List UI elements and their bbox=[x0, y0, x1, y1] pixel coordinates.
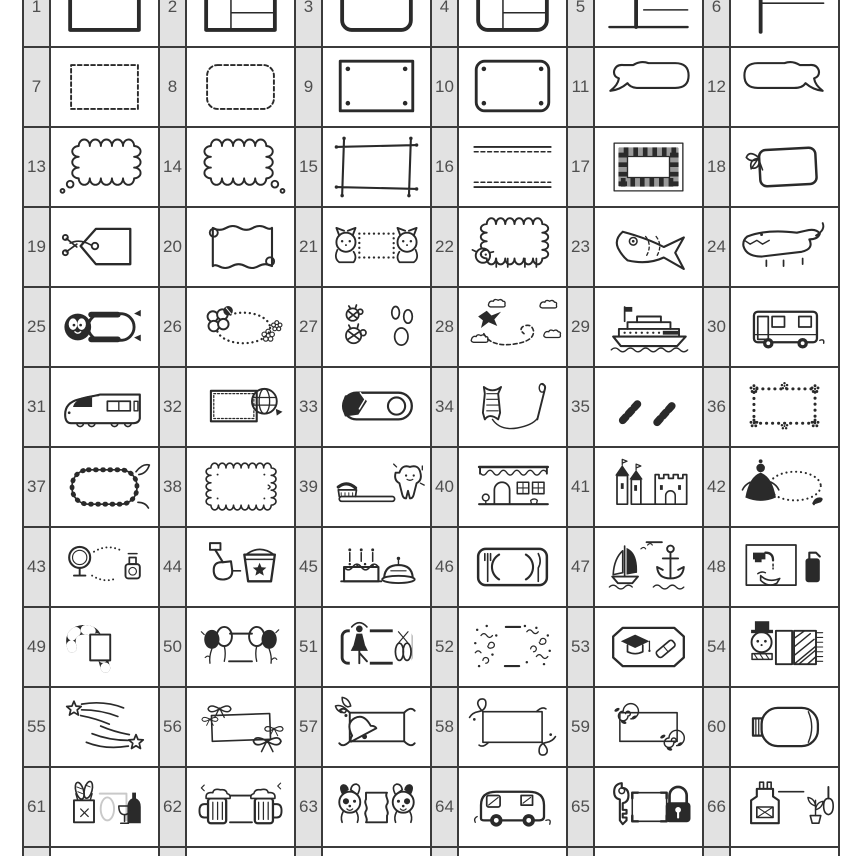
bird-swirl-icon bbox=[460, 292, 565, 362]
open-table-icon bbox=[596, 0, 701, 42]
cell-number: 28 bbox=[432, 288, 457, 366]
design-screw-rect bbox=[323, 48, 430, 126]
design-cats bbox=[323, 208, 430, 286]
design-crocodile bbox=[731, 208, 838, 286]
beer-icon bbox=[188, 772, 293, 842]
needle-thread-icon bbox=[460, 372, 565, 442]
shop-front-icon bbox=[460, 452, 565, 522]
design-open-lines bbox=[731, 0, 838, 46]
design-bubble-right bbox=[731, 48, 838, 126]
flourish-icon bbox=[460, 692, 565, 762]
cell-number: 49 bbox=[24, 608, 49, 686]
design-snowman bbox=[731, 608, 838, 686]
thought-left-icon bbox=[52, 132, 157, 202]
ribbons-icon bbox=[188, 692, 293, 762]
cell-number: 60 bbox=[704, 688, 729, 766]
shooting-stars-icon bbox=[52, 692, 157, 762]
cell-number: 61 bbox=[24, 768, 49, 846]
dashed-rect-icon bbox=[52, 52, 157, 122]
snowman-icon bbox=[732, 612, 837, 682]
cell-number: 4 bbox=[432, 0, 457, 46]
cell-number: 17 bbox=[568, 128, 593, 206]
design-thought-right bbox=[187, 128, 294, 206]
bold-rect-icon bbox=[52, 0, 157, 42]
cell-number: 56 bbox=[160, 688, 185, 766]
thought-right-icon bbox=[188, 132, 293, 202]
cell-number: 20 bbox=[160, 208, 185, 286]
design-safety-pin bbox=[323, 368, 430, 446]
cell-number: 30 bbox=[704, 288, 729, 366]
cell-number: 46 bbox=[432, 528, 457, 606]
roses-icon bbox=[596, 692, 701, 762]
cell-number: 42 bbox=[704, 448, 729, 526]
bold-round-table-icon bbox=[460, 0, 565, 42]
empty-number-cell bbox=[568, 848, 593, 856]
design-hand-wash bbox=[731, 528, 838, 606]
cell-number: 37 bbox=[24, 448, 49, 526]
design-penguin bbox=[51, 288, 158, 366]
screw-rect-icon bbox=[324, 52, 429, 122]
design-string-tag bbox=[51, 208, 158, 286]
design-toothbrush bbox=[323, 448, 430, 526]
design-dinner-plate bbox=[459, 528, 566, 606]
toothbrush-icon bbox=[324, 452, 429, 522]
cell-number: 47 bbox=[568, 528, 593, 606]
design-shooting-stars bbox=[51, 688, 158, 766]
dinner-plate-icon bbox=[460, 532, 565, 602]
design-cake bbox=[323, 528, 430, 606]
cell-number: 44 bbox=[160, 528, 185, 606]
design-castle bbox=[595, 448, 702, 526]
cell-number: 32 bbox=[160, 368, 185, 446]
empty-art-cell bbox=[731, 848, 838, 856]
design-carp-streamer bbox=[595, 208, 702, 286]
design-van bbox=[459, 768, 566, 846]
cell-number: 40 bbox=[432, 448, 457, 526]
design-confetti bbox=[459, 608, 566, 686]
design-ballet bbox=[323, 608, 430, 686]
design-bugs bbox=[323, 288, 430, 366]
empty-number-cell bbox=[704, 848, 729, 856]
cell-number: 13 bbox=[24, 128, 49, 206]
gingham-icon bbox=[596, 132, 701, 202]
open-lines-icon bbox=[732, 0, 837, 42]
design-flourish bbox=[459, 688, 566, 766]
cats-icon bbox=[324, 212, 429, 282]
graduation-icon bbox=[596, 612, 701, 682]
double-rules-icon bbox=[460, 132, 565, 202]
design-key-lock bbox=[595, 768, 702, 846]
empty-number-cell bbox=[296, 848, 321, 856]
design-shovel-bucket bbox=[187, 528, 294, 606]
design-scroll bbox=[187, 208, 294, 286]
design-roses bbox=[595, 688, 702, 766]
design-bell bbox=[323, 688, 430, 766]
design-bow-tag bbox=[731, 128, 838, 206]
cell-number: 19 bbox=[24, 208, 49, 286]
cell-number: 65 bbox=[568, 768, 593, 846]
groceries-icon bbox=[52, 772, 157, 842]
string-tag-icon bbox=[52, 212, 157, 282]
design-graduation bbox=[595, 608, 702, 686]
cell-number: 7 bbox=[24, 48, 49, 126]
design-globe bbox=[187, 368, 294, 446]
bugs-icon bbox=[324, 292, 429, 362]
cell-number: 21 bbox=[296, 208, 321, 286]
design-shop-front bbox=[459, 448, 566, 526]
cell-number: 57 bbox=[296, 688, 321, 766]
design-jar bbox=[731, 688, 838, 766]
princess-icon bbox=[732, 452, 837, 522]
cell-number: 23 bbox=[568, 208, 593, 286]
balloons-icon bbox=[188, 612, 293, 682]
design-train bbox=[51, 368, 158, 446]
design-sheep bbox=[459, 208, 566, 286]
design-bold-rect bbox=[51, 0, 158, 46]
sail-anchor-icon bbox=[596, 532, 701, 602]
design-ribbons bbox=[187, 688, 294, 766]
cell-number: 34 bbox=[432, 368, 457, 446]
bold-rect-table-icon bbox=[188, 0, 293, 42]
cell-number: 24 bbox=[704, 208, 729, 286]
design-bold-round bbox=[323, 0, 430, 46]
design-table bbox=[22, 0, 840, 856]
design-candy-cane bbox=[51, 608, 158, 686]
design-dashed-rect bbox=[51, 48, 158, 126]
design-dot-flowers bbox=[731, 368, 838, 446]
bulldogs-icon bbox=[324, 772, 429, 842]
jar-icon bbox=[732, 692, 837, 762]
cell-number: 3 bbox=[296, 0, 321, 46]
ballet-icon bbox=[324, 612, 429, 682]
globe-icon bbox=[188, 372, 293, 442]
carp-streamer-icon bbox=[596, 212, 701, 282]
sheep-icon bbox=[460, 212, 565, 282]
cell-number: 14 bbox=[160, 128, 185, 206]
bubble-right-icon bbox=[732, 52, 837, 122]
cell-number: 38 bbox=[160, 448, 185, 526]
design-bold-rect-table bbox=[187, 0, 294, 46]
cell-number: 41 bbox=[568, 448, 593, 526]
cell-number: 29 bbox=[568, 288, 593, 366]
design-sail-anchor bbox=[595, 528, 702, 606]
scroll-icon bbox=[188, 212, 293, 282]
design-pin-corners bbox=[323, 128, 430, 206]
candy-cane-icon bbox=[52, 612, 157, 682]
design-princess bbox=[731, 448, 838, 526]
confetti-icon bbox=[460, 612, 565, 682]
cell-number: 55 bbox=[24, 688, 49, 766]
cake-icon bbox=[324, 532, 429, 602]
train-icon bbox=[52, 372, 157, 442]
cell-number: 25 bbox=[24, 288, 49, 366]
cell-number: 62 bbox=[160, 768, 185, 846]
design-mirror-perfume bbox=[51, 528, 158, 606]
empty-art-cell bbox=[459, 848, 566, 856]
cell-number: 9 bbox=[296, 48, 321, 126]
empty-art-cell bbox=[595, 848, 702, 856]
cell-number: 64 bbox=[432, 768, 457, 846]
cell-number: 2 bbox=[160, 0, 185, 46]
design-ship bbox=[595, 288, 702, 366]
design-groceries bbox=[51, 768, 158, 846]
design-gingham bbox=[595, 128, 702, 206]
cell-number: 52 bbox=[432, 608, 457, 686]
design-double-rules bbox=[459, 128, 566, 206]
pin-corners-icon bbox=[324, 132, 429, 202]
screw-round-icon bbox=[460, 52, 565, 122]
bold-round-icon bbox=[324, 0, 429, 42]
design-lace-rect bbox=[187, 448, 294, 526]
design-thought-left bbox=[51, 128, 158, 206]
clover-icon bbox=[188, 292, 293, 362]
cell-number: 63 bbox=[296, 768, 321, 846]
cell-number: 58 bbox=[432, 688, 457, 766]
bell-icon bbox=[324, 692, 429, 762]
safety-pin-icon bbox=[324, 372, 429, 442]
shovel-bucket-icon bbox=[188, 532, 293, 602]
empty-number-cell bbox=[432, 848, 457, 856]
cell-number: 31 bbox=[24, 368, 49, 446]
cell-number: 45 bbox=[296, 528, 321, 606]
empty-number-cell bbox=[160, 848, 185, 856]
cell-number: 1 bbox=[24, 0, 49, 46]
design-balloons bbox=[187, 608, 294, 686]
design-dashed-round bbox=[187, 48, 294, 126]
bubble-left-icon bbox=[596, 52, 701, 122]
design-bold-round-table bbox=[459, 0, 566, 46]
key-lock-icon bbox=[596, 772, 701, 842]
design-leaf-oval bbox=[51, 448, 158, 526]
cell-number: 8 bbox=[160, 48, 185, 126]
dot-flowers-icon bbox=[732, 372, 837, 442]
cell-number: 5 bbox=[568, 0, 593, 46]
mirror-perfume-icon bbox=[52, 532, 157, 602]
dashed-round-icon bbox=[188, 52, 293, 122]
design-bulldogs bbox=[323, 768, 430, 846]
cell-number: 11 bbox=[568, 48, 593, 126]
cell-number: 10 bbox=[432, 48, 457, 126]
cell-number: 16 bbox=[432, 128, 457, 206]
leaf-oval-icon bbox=[52, 452, 157, 522]
cell-number: 54 bbox=[704, 608, 729, 686]
design-needle-thread bbox=[459, 368, 566, 446]
design-gardening bbox=[731, 768, 838, 846]
cell-number: 26 bbox=[160, 288, 185, 366]
design-bird-swirl bbox=[459, 288, 566, 366]
cell-number: 39 bbox=[296, 448, 321, 526]
cell-number: 50 bbox=[160, 608, 185, 686]
cell-number: 22 bbox=[432, 208, 457, 286]
design-screw-round bbox=[459, 48, 566, 126]
design-stitches bbox=[595, 368, 702, 446]
penguin-icon bbox=[52, 292, 157, 362]
empty-number-cell bbox=[24, 848, 49, 856]
cell-number: 36 bbox=[704, 368, 729, 446]
bow-tag-icon bbox=[732, 132, 837, 202]
design-open-table bbox=[595, 0, 702, 46]
design-bus bbox=[731, 288, 838, 366]
design-bubble-left bbox=[595, 48, 702, 126]
cell-number: 15 bbox=[296, 128, 321, 206]
cell-number: 18 bbox=[704, 128, 729, 206]
crocodile-icon bbox=[732, 212, 837, 282]
stitches-icon bbox=[596, 372, 701, 442]
gardening-icon bbox=[732, 772, 837, 842]
cell-number: 43 bbox=[24, 528, 49, 606]
hand-wash-icon bbox=[732, 532, 837, 602]
ship-icon bbox=[596, 292, 701, 362]
empty-art-cell bbox=[323, 848, 430, 856]
cell-number: 35 bbox=[568, 368, 593, 446]
design-clover bbox=[187, 288, 294, 366]
cell-number: 27 bbox=[296, 288, 321, 366]
cell-number: 66 bbox=[704, 768, 729, 846]
cell-number: 51 bbox=[296, 608, 321, 686]
cell-number: 59 bbox=[568, 688, 593, 766]
cell-number: 12 bbox=[704, 48, 729, 126]
cell-number: 33 bbox=[296, 368, 321, 446]
van-icon bbox=[460, 772, 565, 842]
cell-number: 6 bbox=[704, 0, 729, 46]
design-beer bbox=[187, 768, 294, 846]
bus-icon bbox=[732, 292, 837, 362]
empty-art-cell bbox=[187, 848, 294, 856]
castle-icon bbox=[596, 452, 701, 522]
lace-rect-icon bbox=[188, 452, 293, 522]
cell-number: 48 bbox=[704, 528, 729, 606]
cell-number: 53 bbox=[568, 608, 593, 686]
empty-art-cell bbox=[51, 848, 158, 856]
